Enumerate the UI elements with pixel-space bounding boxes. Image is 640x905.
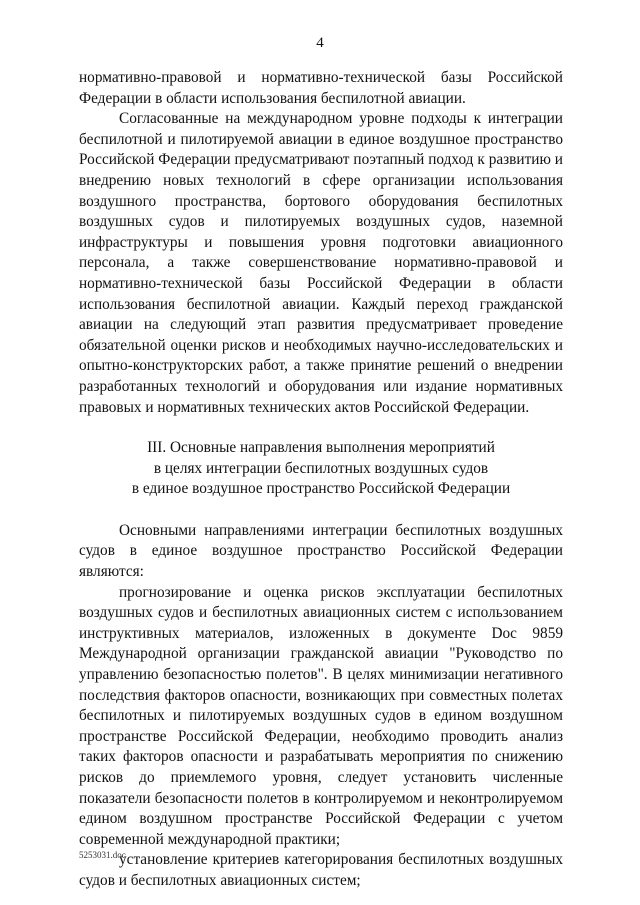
page-number: 4 bbox=[316, 35, 324, 51]
paragraph-5: установление критериев категорирования беспилотных воздушных судов и беспилотных авиационных систем; bbox=[79, 851, 563, 889]
paragraph-4: прогнозирование и оценка рисков эксплуатации беспилотных воздушных судов и беспилотных авиационных систем с использованием инструктивных материалов, изложенных в документе Doc 9859 Международной организации гражданской авиации "Руководство по управлению безопасностью полетов". В целях минимизации негативного последствия факторов опасности, возникающих при совместных полетах беспилотных и пилотируемых воздушных судов в едином воздушном пространстве Российской Федерации, необходимо проводить анализ таких факторов опасности и разрабатывать мероприятия по снижению рисков до приемлемого уровня, следует установить численные показатели безопасности полетов в контролируемом и неконтролируемом едином воздушном пространстве Российской Федерации с учетом современной международной практики; bbox=[79, 583, 563, 848]
section-heading-line-1: III. Основные направления выполнения мероприятий bbox=[147, 439, 495, 457]
file-name-footer: 5253031.doc bbox=[79, 850, 126, 860]
paragraph-2: Согласованные на международном уровне подходы к интеграции беспилотной и пилотируемой авиации в единое воздушное пространство Российской Федерации предусматривают поэтапный подход к развитию и внедрению новых технологий в сфере организации использования воздушного пространства, бортового оборудования беспилотных воздушных судов и пилотируемых воздушных судов, наземной инфраструктуры и повышения уровня подготовки авиационного персонала, а также совершенствование нормативно-правовой и нормативно-технической базы Российской Федерации в области использования беспилотной авиации. Каждый переход гражданской авиации на следующий этап развития предусматривает проведение обязательной оценки рисков и необходимых научно-исследовательских и опытно-конструкторских работ, а также принятие решений о внедрении разработанных технологий и оборудования или издание нормативных правовых и нормативных технических актов Российской Федерации. bbox=[79, 110, 563, 416]
section-heading bbox=[79, 438, 563, 500]
section-heading-line-2: в целях интеграции беспилотных воздушных судов bbox=[153, 459, 489, 477]
paragraph-3: Основными направлениями интеграции беспилотных воздушных судов в единое воздушное пространство Российской Федерации являются: bbox=[79, 521, 563, 581]
paragraph-1: нормативно-правовой и нормативно-технической базы Российской Федерации в области использования беспилотной авиации. bbox=[79, 69, 563, 107]
section-heading-line-3: в единое воздушное пространство Российской Федерации bbox=[131, 480, 511, 498]
document-body bbox=[79, 68, 563, 892]
